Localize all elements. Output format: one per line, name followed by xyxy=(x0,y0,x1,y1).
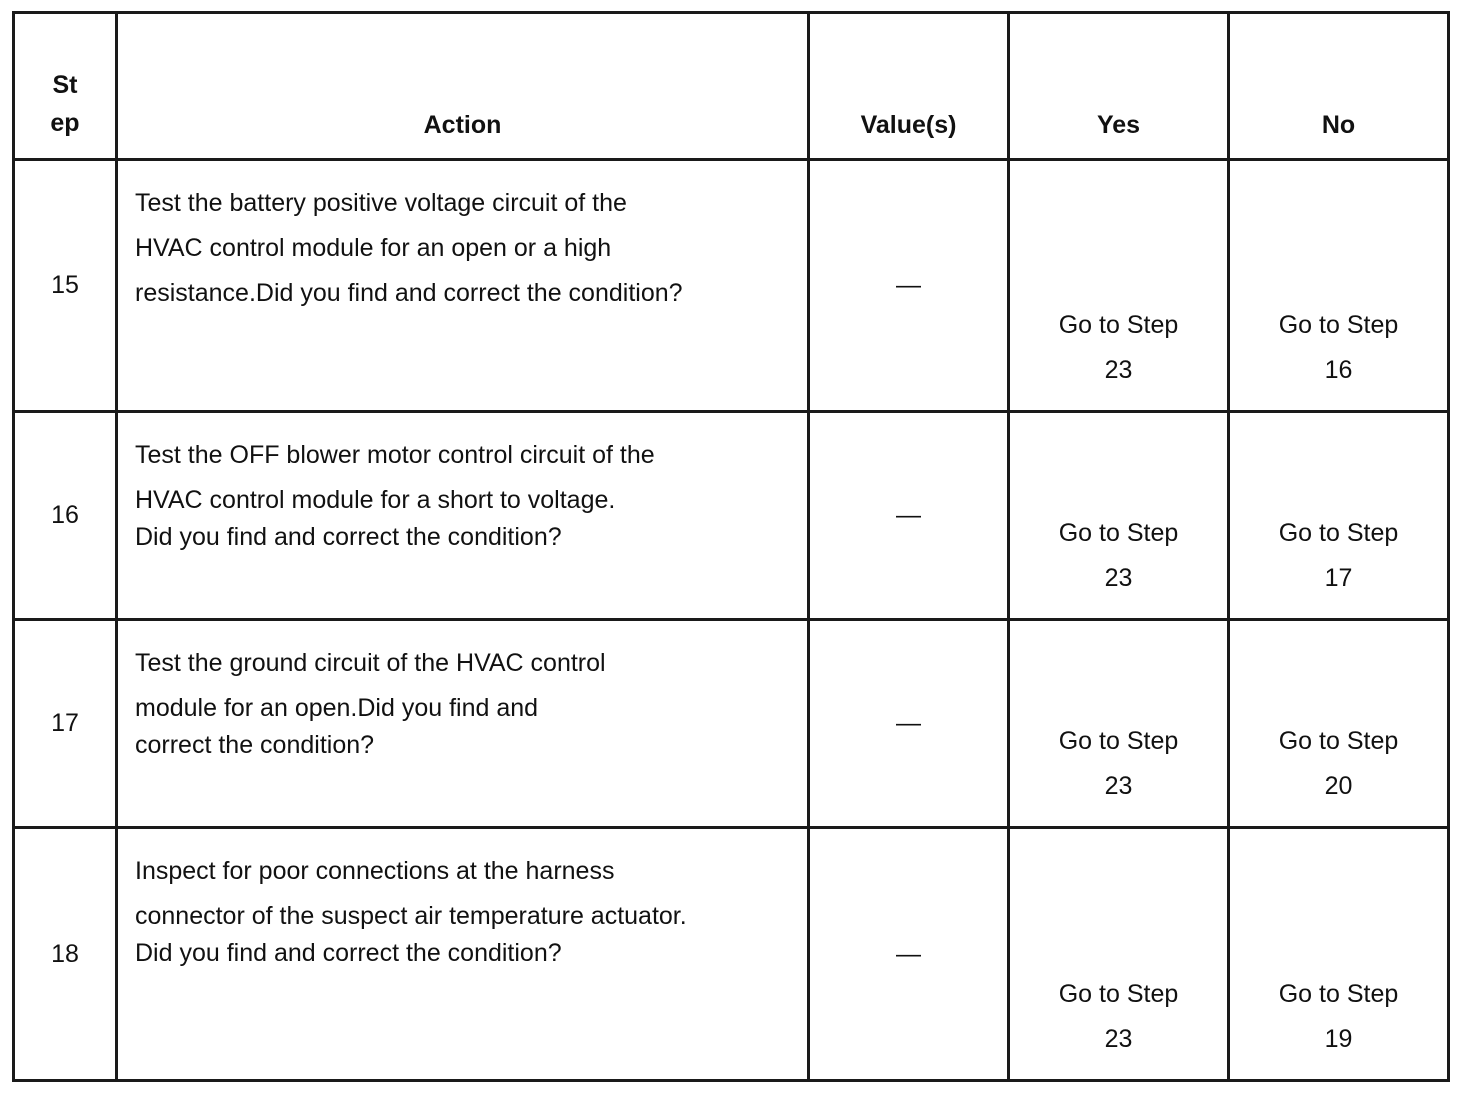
action-line: Test the ground circuit of the HVAC control xyxy=(135,649,606,677)
no-goto-label: Go to Step xyxy=(1278,519,1399,547)
header-step-line2: ep xyxy=(50,109,80,137)
action-line: module for an open.Did you find and xyxy=(135,694,539,722)
no-goto-label: Go to Step xyxy=(1278,727,1399,755)
action-line: Did you find and correct the condition? xyxy=(135,523,562,551)
header-yes: Yes xyxy=(1009,13,1229,160)
no-cell xyxy=(1229,412,1449,620)
no-goto-step: 19 xyxy=(1324,1025,1353,1053)
header-step xyxy=(14,13,117,160)
yes-goto-step: 23 xyxy=(1104,1025,1133,1053)
yes-goto-label: Go to Step xyxy=(1058,311,1179,339)
action-cell xyxy=(117,620,809,828)
yes-goto-label: Go to Step xyxy=(1058,980,1179,1008)
action-line: HVAC control module for a short to voltage. xyxy=(135,486,616,514)
action-line: resistance.Did you find and correct the condition? xyxy=(135,279,683,307)
yes-goto-step: 23 xyxy=(1104,564,1133,592)
action-cell xyxy=(117,160,809,412)
step-number: 18 xyxy=(14,828,117,1081)
action-line: Inspect for poor connections at the harness xyxy=(135,857,615,885)
no-goto-label: Go to Step xyxy=(1278,311,1399,339)
yes-cell xyxy=(1009,828,1229,1081)
yes-cell xyxy=(1009,412,1229,620)
no-goto-step: 16 xyxy=(1324,356,1353,384)
step-number: 16 xyxy=(14,412,117,620)
yes-cell xyxy=(1009,160,1229,412)
value-cell: — xyxy=(809,620,1009,828)
yes-goto-step: 23 xyxy=(1104,772,1133,800)
header-step-line1: St xyxy=(52,71,78,99)
action-line: Test the battery positive voltage circuit of the xyxy=(135,189,627,217)
table-row xyxy=(14,620,1449,828)
action-cell xyxy=(117,828,809,1081)
yes-cell xyxy=(1009,620,1229,828)
action-line: Did you find and correct the condition? xyxy=(135,939,562,967)
action-line: correct the condition? xyxy=(135,731,375,759)
header-action: Action xyxy=(117,13,809,160)
action-line: connector of the suspect air temperature actuator. xyxy=(135,902,687,930)
no-cell xyxy=(1229,160,1449,412)
no-goto-step: 20 xyxy=(1324,772,1353,800)
action-line: HVAC control module for an open or a high xyxy=(135,234,612,262)
diagnostic-table xyxy=(12,11,1450,1082)
value-cell: — xyxy=(809,160,1009,412)
step-number: 15 xyxy=(14,160,117,412)
table-row xyxy=(14,828,1449,1081)
table-row xyxy=(14,412,1449,620)
no-goto-label: Go to Step xyxy=(1278,980,1399,1008)
yes-goto-label: Go to Step xyxy=(1058,727,1179,755)
value-cell: — xyxy=(809,828,1009,1081)
value-cell: — xyxy=(809,412,1009,620)
action-line: Test the OFF blower motor control circuit of the xyxy=(135,441,655,469)
header-row xyxy=(14,13,1449,160)
header-values: Value(s) xyxy=(809,13,1009,160)
no-cell xyxy=(1229,620,1449,828)
yes-goto-label: Go to Step xyxy=(1058,519,1179,547)
table-row xyxy=(14,160,1449,412)
header-no: No xyxy=(1229,13,1449,160)
no-cell xyxy=(1229,828,1449,1081)
yes-goto-step: 23 xyxy=(1104,356,1133,384)
step-number: 17 xyxy=(14,620,117,828)
action-cell xyxy=(117,412,809,620)
no-goto-step: 17 xyxy=(1324,564,1353,592)
